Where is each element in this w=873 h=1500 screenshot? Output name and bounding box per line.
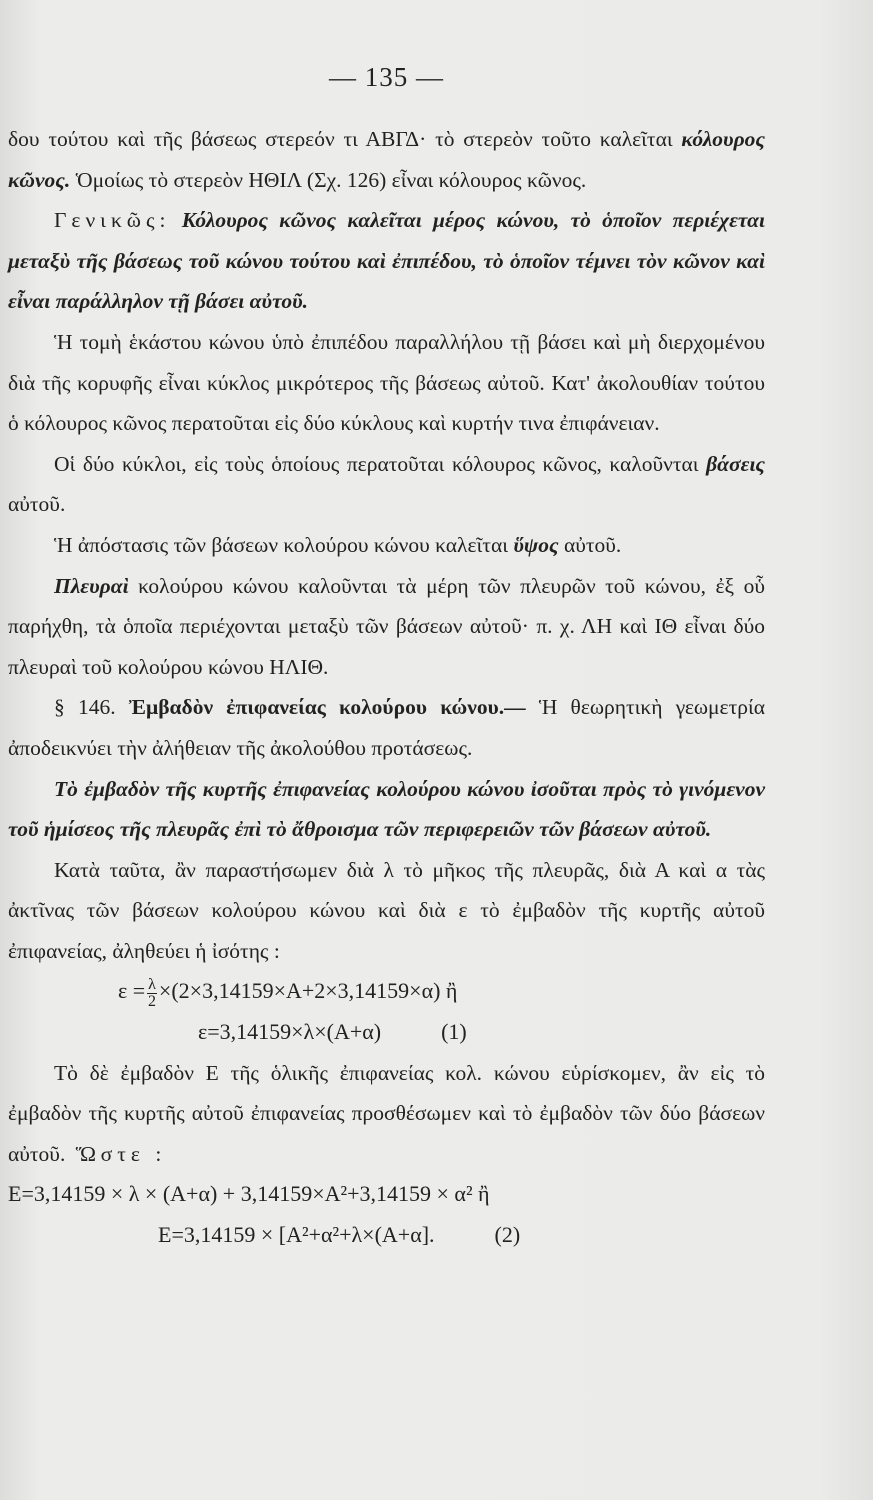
fraction-numerator: λ	[148, 975, 156, 993]
definition-text: Κόλουρος κῶνος καλεῖται μέρος κώνου, τὸ ὁποῖον περιέχεται μεταξὺ τῆς βάσεως τοῦ κώνου τούτου καὶ ἐπιπέδου, τὸ ὁποῖον τέμνει τὸν κῶνον καὶ εἶναι παράλληλον τῇ βάσει αὐτοῦ.	[8, 208, 765, 314]
fraction-half-side	[147, 977, 157, 1010]
section-title: Ἐμβαδὸν ἐπιφανείας κολούρου κώνου.—	[115, 695, 526, 720]
term-frustum: κόλουρος κῶνος.	[8, 127, 765, 192]
term-bases: βάσεις	[706, 451, 765, 476]
paragraph-6	[8, 566, 765, 688]
formula2-text: ε=3,14159×λ×(Α+α)	[198, 1019, 382, 1045]
formula1-lhs: ε =	[118, 978, 146, 1004]
para5-text-b: αὐτοῦ.	[558, 532, 622, 557]
hence-label: Ὥστε :	[65, 1141, 167, 1166]
paragraph-4	[8, 444, 765, 525]
formula1-rhs: ×(2×3,14159×Α+2×3,14159×α) ἢ	[158, 978, 458, 1004]
section-number: § 146.	[54, 695, 116, 720]
paragraph-1	[8, 119, 765, 200]
section-146	[8, 687, 765, 768]
para1-text-b: Ὁμοίως τὸ στερεὸν ΗΘΙΛ (Σχ. 126) εἶναι κόλουρος κῶνος.	[70, 167, 587, 192]
page-number: — 135 —	[329, 62, 444, 92]
theorem-statement: Τὸ ἐμβαδὸν τῆς κυρτῆς ἐπιφανείας κολούρου κώνου ἰσοῦται πρὸς τὸ γινόμενον τοῦ ἡμίσεος τῆς πλευρᾶς ἐπὶ τὸ ἄθροισμα τῶν περιφερειῶν τῶν βάσεων αὐτοῦ.	[8, 776, 765, 842]
equation-number-1: (1)	[441, 1019, 467, 1045]
definition-paragraph	[8, 200, 765, 322]
term-height: ὕψος	[513, 532, 559, 557]
paragraph-5	[8, 525, 765, 566]
fraction-denominator: 2	[148, 992, 157, 1010]
paragraph-8: Κατὰ ταῦτα, ἂν παραστήσωμεν διὰ λ τὸ μῆκος τῆς πλευρᾶς, διὰ Α καὶ α τὰς ἀκτῖνας τῶν βάσεων κολούρου κώνου καὶ διὰ ε τὸ ἐμβαδὸν τῆς κυρτῆς αὐτοῦ ἐπιφανείας, ἀληθεύει ἡ ἰσότης :	[8, 857, 765, 963]
para9-text: Τὸ δὲ ἐμβαδὸν Ε τῆς ὁλικῆς ἐπιφανείας κολ. κώνου εὑρίσκομεν, ἂν εἰς τὸ ἐμβαδὸν τῆς κυρτῆς αὐτοῦ ἐπιφανείας προσθέσωμεν καὶ τὸ ἐμβαδὸν τῶν δύο βάσεων αὐτοῦ.	[8, 1060, 765, 1166]
para4-text-b: αὐτοῦ.	[8, 492, 66, 517]
section-intro: Ἡ θεωρητικὴ γεωμετρία ἀποδεικνύει τὴν ἀλήθειαν τῆς ἀκολούθου προτάσεως.	[8, 695, 766, 760]
paragraph-3: Ἡ τομὴ ἑκάστου κώνου ὑπὸ ἐπιπέδου παραλλήλου τῇ βάσει καὶ μὴ διερχομένου διὰ τῆς κορυφῆς εἶναι κύκλος μικρότερος τῆς βάσεως αὐτοῦ. Κατ' ἀκολουθίαν τούτου ὁ κόλουρος κῶνος περατοῦται εἰς δύο κύκλους καὶ κυρτήν τινα ἐπιφάνειαν.	[8, 329, 765, 436]
para6-text: κολούρου κώνου καλοῦνται τὰ μέρη τῶν πλευρῶν τοῦ κώνου, ἐξ οὗ παρήχθη, τὰ ὁποῖα περιέχονται μεταξὺ τῶν βάσεων αὐτοῦ· π. χ. ΛΗ καὶ ΙΘ εἶναι δύο πλευραὶ τοῦ κολούρου κώνου ΗΛΙΘ.	[8, 573, 765, 679]
paragraph-9	[8, 1053, 765, 1175]
generally-label: Γενικῶς:	[54, 208, 171, 233]
formula-2	[8, 1012, 765, 1053]
term-sides: Πλευραὶ	[54, 573, 129, 598]
formula-1	[8, 971, 765, 1012]
formula-4	[8, 1215, 765, 1256]
formula4-text: Ε=3,14159 × [Α²+α²+λ×(Α+α].	[158, 1222, 435, 1248]
para4-text: Οἱ δύο κύκλοι, εἰς τοὺς ὁποίους περατοῦται κόλουρος κῶνος, καλοῦνται	[54, 451, 707, 476]
para1-text: δου τούτου καὶ τῆς βάσεως στερεόν τι ΑΒΓΔ· τὸ στερεὸν τοῦτο καλεῖται	[8, 127, 682, 151]
equation-number-2: (2)	[494, 1222, 521, 1248]
formula-3: Ε=3,14159 × λ × (Α+α) + 3,14159×Α²+3,14159 × α² ἢ	[8, 1181, 490, 1207]
para5-text: Ἡ ἀπόστασις τῶν βάσεων κολούρου κώνου καλεῖται	[54, 532, 514, 557]
